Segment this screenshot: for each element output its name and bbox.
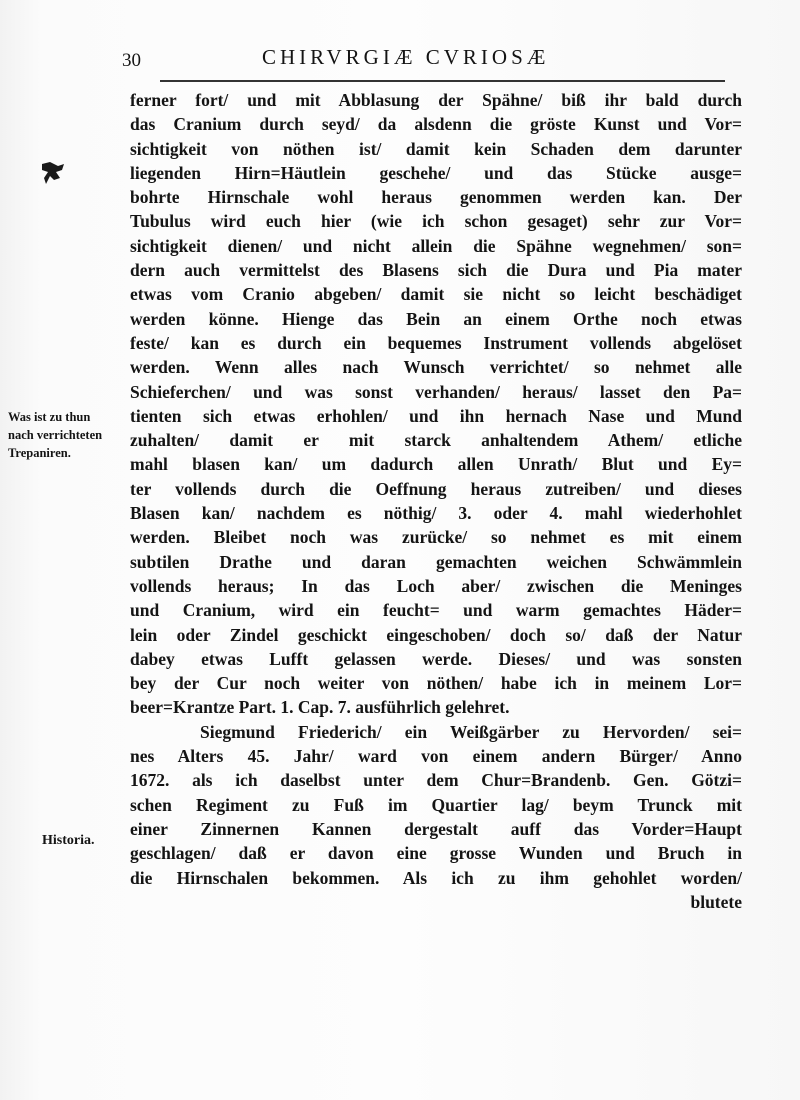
margin-note-line: Was ist zu thun (8, 410, 91, 424)
text-line: mahl blasen kan/ um dadurch allen Unrath/ Blut und Ey= (130, 454, 742, 475)
text-line: feste/ kan es durch ein bequemes Instrument vollends abgelöset (130, 332, 742, 353)
margin-note-trepanning (8, 408, 102, 462)
text-line: das Cranium durch seyd/ da alsdenn die gröste Kunst und Vor= (130, 114, 742, 135)
text-line: Blasen kan/ nachdem es nöthig/ 3. oder 4. mahl wiederhohlet (130, 503, 742, 524)
text-line: bey der Cur noch weiter von nöthen/ habe ich in meinem Lor= (130, 673, 742, 694)
text-line: liegenden Hirn=Häutlein geschehe/ und das Stücke ausge= (130, 162, 742, 183)
text-line: dabey etwas Lufft gelassen werde. Dieses/ und was sonsten (130, 648, 742, 669)
running-title: CHIRVRGIÆ CVRIOSÆ (262, 45, 550, 69)
margin-note-line: nach verrichteten (8, 428, 103, 442)
text-line: zuhalten/ damit er mit starck anhaltendem Athem/ etliche (130, 430, 742, 451)
text-line: nes Alters 45. Jahr/ ward von einem andern Bürger/ Anno (130, 746, 742, 767)
catchword: blutete (690, 891, 742, 912)
text-line: schen Regiment zu Fuß im Quartier lag/ beym Trunck mit (130, 794, 742, 815)
text-line: ter vollends durch die Oeffnung heraus zutreiben/ und dieses (130, 478, 742, 499)
page-number: 30 (122, 50, 141, 71)
text-line: ferner fort/ und mit Abblasung der Spähne/ biß ihr bald durch (130, 90, 742, 110)
text-line: vollends heraus; In das Loch aber/ zwischen die Meninges (130, 575, 742, 596)
body-text (130, 88, 742, 914)
text-line: Schieferchen/ und was sonst verhanden/ heraus/ lasset den Pa= (130, 381, 742, 402)
text-line: lein oder Zindel geschickt eingeschoben/ doch so/ daß der Natur (130, 624, 742, 645)
header-rule (160, 80, 725, 82)
text-line: tienten sich etwas erhohlen/ und ihn hernach Nase und Mund (130, 405, 742, 426)
text-line: werden könne. Hienge das Bein an einem Orthe noch etwas (130, 308, 742, 329)
text-line: bohrte Hirnschale wohl heraus genommen werden kan. Der (130, 187, 742, 208)
text-line: sichtigkeit dienen/ und nicht allein die Spähne wegnehmen/ son= (130, 235, 742, 256)
text-line: sichtigkeit von nöthen ist/ damit kein Schaden dem darunter (130, 138, 742, 159)
text-line: geschlagen/ daß er davon eine grosse Wunden und Bruch in (130, 843, 742, 864)
margin-note-historia: Historia. (42, 833, 95, 848)
text-line: subtilen Drathe und daran gemachten weichen Schwämmlein (130, 551, 742, 572)
text-line: die Hirnschalen bekommen. Als ich zu ihm gehohlet worden/ (130, 867, 742, 888)
text-line: beer=Krantze Part. 1. Cap. 7. ausführlich gelehret. (130, 697, 510, 718)
text-line: dern auch vermittelst des Blasens sich die Dura und Pia mater (130, 260, 742, 281)
pointing-hand-icon (38, 158, 68, 188)
text-line: werden. Bleibet noch was zurücke/ so nehmet es mit einem (130, 527, 742, 548)
text-line: Siegmund Friederich/ ein Weißgärber zu Hervorden/ sei= (200, 721, 742, 742)
text-line: 1672. als ich daselbst unter dem Chur=Brandenb. Gen. Götzi= (130, 770, 742, 791)
margin-note-line: Trepaniren. (8, 446, 71, 460)
text-line: werden. Wenn alles nach Wunsch verrichtet/ so nehmet alle (130, 357, 742, 378)
text-line: einer Zinnernen Kannen dergestalt auff das Vorder=Haupt (130, 818, 742, 839)
text-line: Tubulus wird euch hier (wie ich schon gesaget) sehr zur Vor= (130, 211, 742, 232)
text-line: etwas vom Cranio abgeben/ damit sie nicht so leicht beschädiget (130, 284, 742, 305)
text-line: und Cranium, wird ein feucht= und warm gemachtes Häder= (130, 600, 742, 621)
